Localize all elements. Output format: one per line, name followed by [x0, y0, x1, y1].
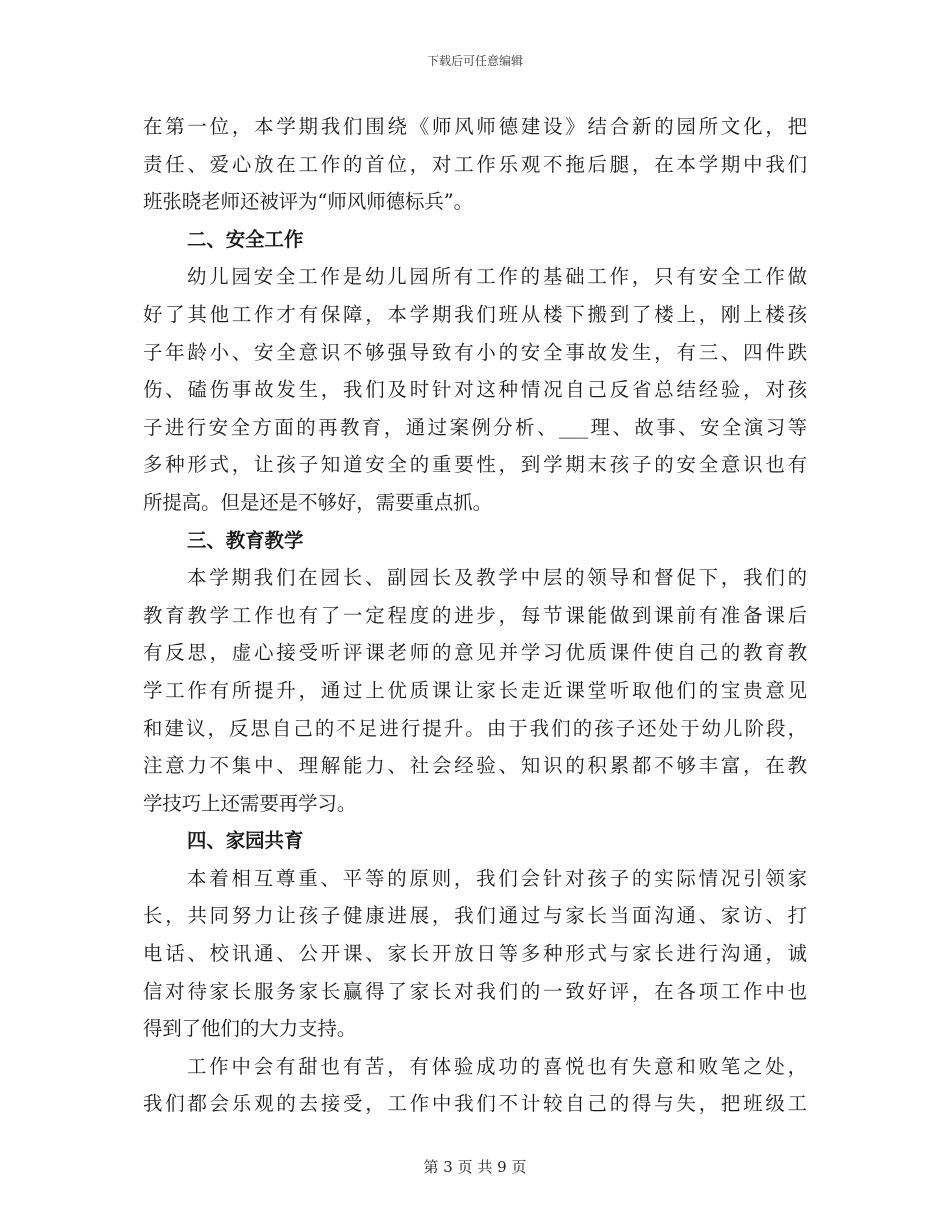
section-heading-safety: 二、安全工作: [187, 227, 304, 251]
text-line: 子年龄小、安全意识不够强导致有小的安全事故发生，有三、四件跌: [143, 340, 807, 364]
text-line: 本学期我们在园长、副园长及教学中层的领导和督促下，我们的: [187, 566, 807, 590]
text-line: 在第一位，本学期我们围绕《师风师德建设》结合新的园所文化，把: [143, 115, 807, 138]
section-heading-teaching: 三、教育教学: [187, 528, 304, 552]
text-line: 幼儿园安全工作是幼儿园所有工作的基础工作，只有安全工作做: [187, 265, 807, 289]
text-line: 注意力不集中、理解能力、社会经验、知识的积累都不够丰富，在教: [143, 754, 807, 778]
text-line: 好了其他工作才有保障，本学期我们班从楼下搬到了楼上，刚上楼孩: [143, 302, 807, 326]
text-line: 学技巧上还需要再学习。: [143, 791, 357, 815]
page-header: 下载后可任意编辑: [426, 54, 523, 68]
text-line: 长，共同努力让孩子健康进展，我们通过与家长当面沟通、家访、打: [143, 904, 807, 928]
text-line: 有反思，虚心接受听评课老师的意见并学习优质课件使自己的教育教: [143, 641, 807, 665]
section-heading-home-school: 四、家园共育: [187, 829, 304, 853]
text-line: 子进行安全方面的再教育，通过案例分析、___理、故事、安全演习等: [143, 415, 807, 439]
text-line: 学工作有所提升，通过上优质课让家长走近课堂听取他们的宝贵意见: [143, 678, 807, 702]
text-line: 我们都会乐观的去接受，工作中我们不计较自己的得与失，把班级工: [143, 1092, 807, 1116]
text-line: 和建议，反思自己的不足进行提升。由于我们的孩子还处于幼儿阶段，: [143, 716, 807, 740]
text-line: 本着相互尊重、平等的原则，我们会针对孩子的实际情况引领家: [187, 866, 807, 890]
document-body: [143, 108, 807, 1123]
text-line: 所提高。但是还是不够好，需要重点抓。: [143, 490, 493, 514]
page-footer: 第 3 页 共 9 页: [423, 1158, 527, 1176]
text-line: 得到了他们的大力支持。: [143, 1017, 357, 1041]
text-line: 责任、爱心放在工作的首位，对工作乐观不拖后腿，在本学期中我们: [143, 152, 807, 176]
text-line: 教育教学工作也有了一定程度的进步，每节课能做到课前有准备课后: [143, 603, 807, 627]
text-line: 伤、磕伤事故发生，我们及时针对这种情况自己反省总结经验，对孩: [143, 378, 807, 402]
text-line: 多种形式，让孩子知道安全的重要性，到学期末孩子的安全意识也有: [143, 453, 807, 477]
text-line: 班张晓老师还被评为“师风师德标兵”。: [143, 190, 474, 214]
text-line: 电话、校讯通、公开课、家长开放日等多种形式与家长进行沟通，诚: [143, 942, 807, 966]
text-line: 工作中会有甜也有苦，有体验成功的喜悦也有失意和败笔之处，: [187, 1054, 807, 1078]
text-line: 信对待家长服务家长赢得了家长对我们的一致好评，在各项工作中也: [143, 979, 807, 1003]
